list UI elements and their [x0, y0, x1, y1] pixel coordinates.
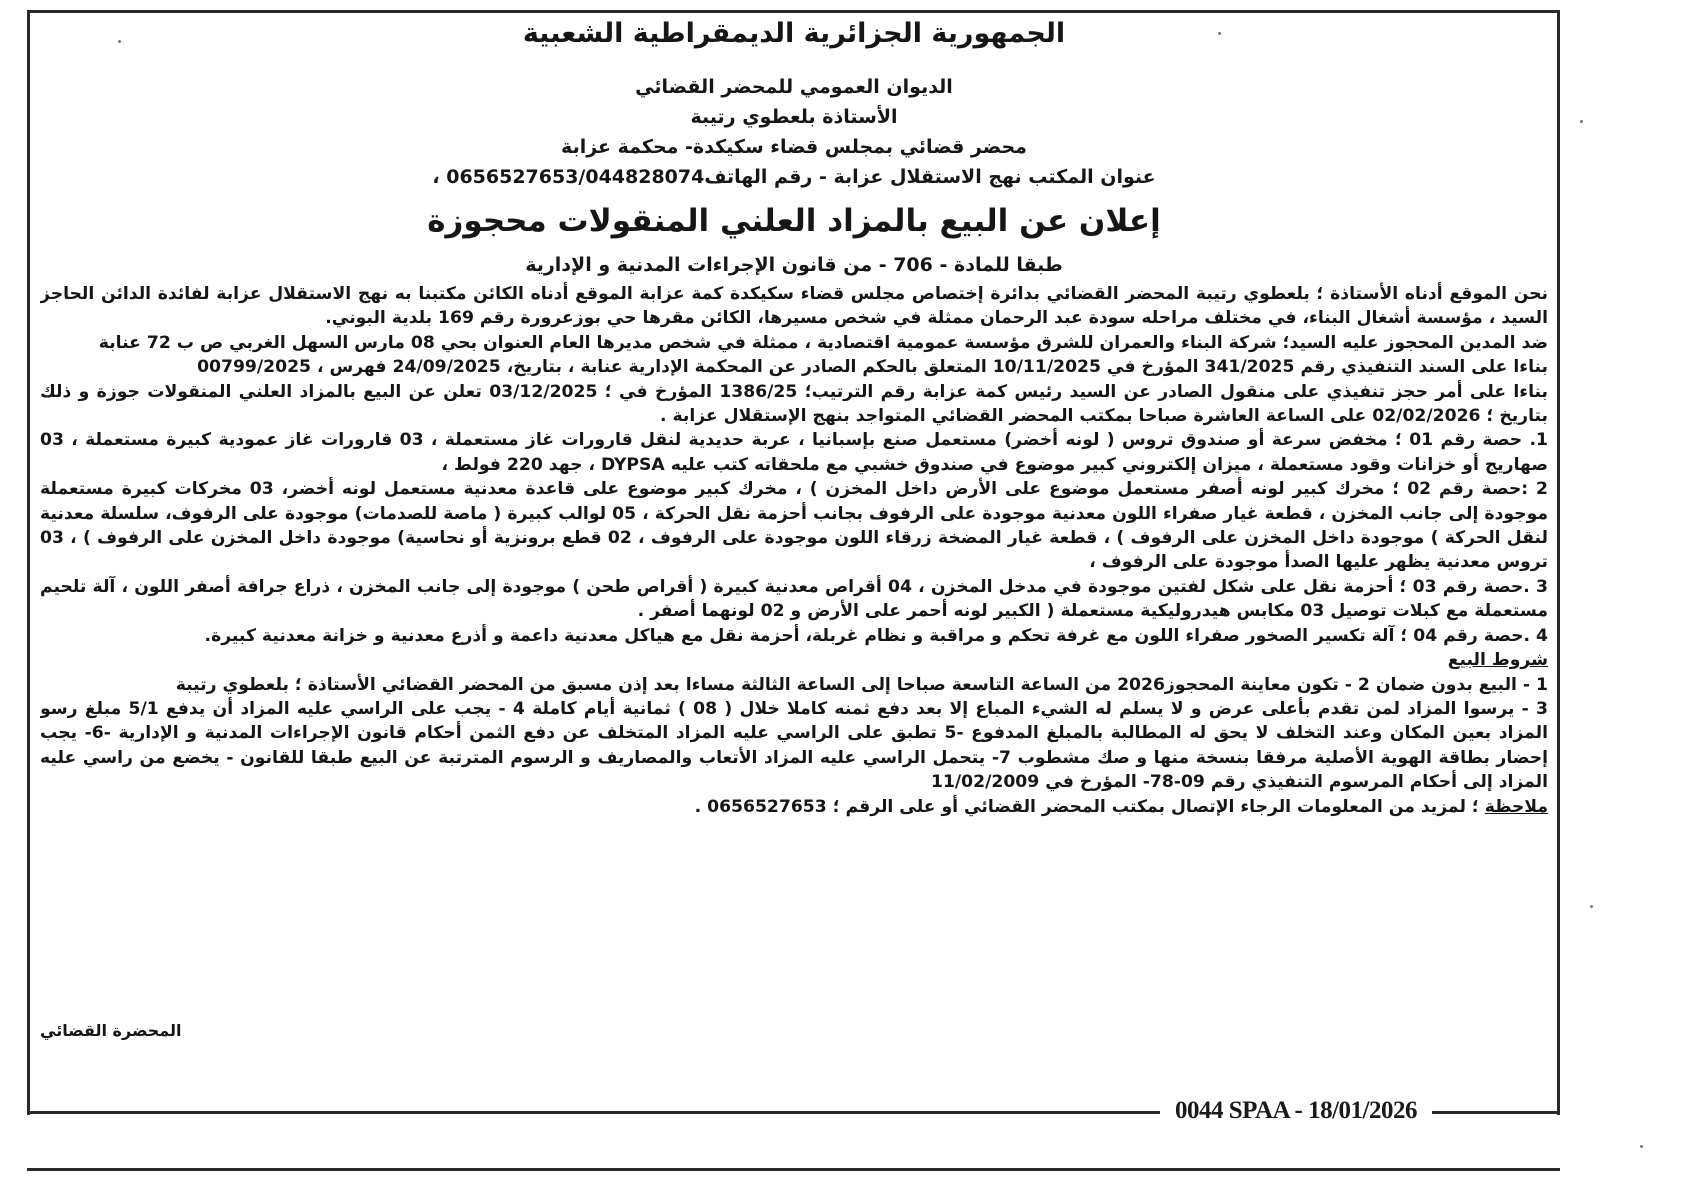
- executive-title-paragraph: بناءا على السند التنفيذي رقم 341/2025 المؤرخ في 10/11/2025 المتعلق بالحكم الصادر عن المحكمة الإدارية عنابة ، بتاريخ، 24/09/2025 فهرس ، 00799/2025: [197, 357, 1548, 378]
- note-paragraph: [40, 795, 1548, 819]
- republic-heading: الجمهورية الجزائرية الديمقراطية الشعبية: [522, 18, 1066, 49]
- sale-condition-line: 3 - يرسوا المزاد لمن تقدم بأعلى عرض و لا يسلم له الشيء المباع إلا بعد دفع ثمنه كاملا خلال ( 08 ) ثمانية أيام كاملة 4 - يجب على الراسي عليه المزاد أن يدفع 5/1 مبلغ رسو المزاد بعين المكان وعند التخلف لا يحق له المطالبة بالمبلغ المدفوع -5 تطبق على الراسي عليه المزاد المتخلف عن دفع الثمن أحكام قانون الإجراءات المدنية و الإدارية -6- يجب إحضار بطاقة الهوية الأصلية مرفقا بنسخة منها و صك مشطوب 7- يتحمل الراسي عليه المزاد الأتعاب والمصاريف و الرسوم المترتبة عن البيع طبقا للقانون - يخضع من راسي عليه المزاد إلى أحكام المرسوم التنفيذي رقم 09-78- المؤرخ في 11/02/2009: [40, 698, 1548, 793]
- creditor-paragraph: نحن الموقع أدناه الأستاذة ؛ بلعطوي رتيبة المحضر القضائي بدائرة إختصاص مجلس قضاء سكيكدة كمة عزابة الموقع أدناه الكائن مكتبنا به نهج الاستقلال عزابة لفائدة الدائن الحاجز السيد ، مؤسسة أشغال البناء، في مختلف مراحله سودة عبد الرحمان ممثلة في شخص مسيرها، الكائن مقرها حي بوزعرورة رقم 169 بلدية البوني.: [40, 284, 1548, 329]
- signature-line: المحضرة القضائي: [40, 1021, 182, 1040]
- jurisdiction-line: محضر قضائي بمجلس قضاء سكيكدة- محكمة عزابة: [561, 136, 1027, 158]
- note-label: ملاحظة: [1484, 796, 1548, 817]
- address-phone-line: عنوان المكتب نهج الاستقلال عزابة - رقم الهاتف0656527653/044828074 ،: [432, 166, 1156, 188]
- article-reference: طبقا للمادة - 706 - من قانون الإجراءات المدنية و الإدارية: [525, 254, 1063, 276]
- lot-item: 4 .حصة رقم 04 ؛ آلة تكسير الصخور صفراء اللون مع غرفة تحكم و مراقبة و نظام غربلة، أحزمة نقل مع هياكل معدنية داعمة و أذرع معدنية و خزانة معدنية كبيرة.: [204, 625, 1548, 646]
- lot-item: 2 :حصة رقم 02 ؛ مخرك كبير لونه أصفر مستعمل موضوع على الأرض داخل المخزن ) ، مخرك كبير موضوع على قاعدة معدنية مستعمل لونه أخضر، 03 مخركات كبيرة مستعملة موجودة إلى جانب المخزن ، قطعة غيار صفراء اللون معدنية موجودة على الرفوف بجانب أحزمة نقل الحركة ، 05 لوالب كبيرة ( ماصة للصدمات) موجودة على الرفوف، سلسلة معدنية لنقل الحركة ) موجودة داخل المخزن على الرفوف ) ، قطعة غيار المضخة زرقاء اللون موجودة على الرفوف ، 02 قطع برونزية أو نحاسية) موجودة داخل المخزن على الرفوف ) ، 03 تروس معدنية يظهر عليها الصدأ موجودة على الرفوف ،: [40, 479, 1548, 573]
- announcement-body: [40, 282, 1548, 819]
- announcement-title: إعلان عن البيع بالمزاد العلني المنقولات محجوزة: [427, 203, 1161, 239]
- next-ad-top-rule: [27, 1168, 1560, 1171]
- lot-item: 3 .حصة رقم 03 ؛ أحزمة نقل على شكل لفتين موجودة في مدخل المخزن ، 04 أقراص معدنية كبيرة ( أقراص طحن ) موجودة إلى جانب المخزن ، ذراع جرافة أصفر اللون ، آلة تلحيم مستعملة مع كبلات توصيل 03 مكابس هيدروليكية مستعملة ( الكبير لونه أحمر على الأرض و 02 لونهما أصفر .: [40, 576, 1548, 622]
- office-heading: الديوان العمومي للمحضر القضائي: [635, 76, 953, 98]
- seizure-order-paragraph: بناءا على أمر حجز تنفيذي على منقول الصادر عن السيد رئيس كمة عزابة رقم الترتيب؛ 1386/25 المؤرخ في ؛ 03/12/2025 تعلن عن البيع بالمزاد العلني المنقولات جوزة و ذلك بتاريخ ؛ 02/02/2026 على الساعة العاشرة صباحا بمكتب المحضر القضائي المتواجد بنهج الإستقلال عزابة .: [40, 381, 1548, 427]
- lot-item: 1. حصة رقم 01 ؛ مخفض سرعة أو صندوق تروس ( لونه أخضر) مستعمل صنع بإسبانيا ، عربة حديدية لنقل قارورات غاز مستعملة ، 03 قارورات غاز عمودية كبيرة مستعملة ، 03 صهاريج أو خزانات وقود مستعملة ، ميزان إلكتروني كبير موضوع في صندوق خشبي مع ملحقاته كتب عليه DYPSA ، جهد 220 فولط ،: [40, 430, 1548, 475]
- bottom-rule: [1432, 1111, 1560, 1114]
- bottom-rule: [27, 1111, 1160, 1114]
- note-text: ؛ لمزيد من المعلومات الرجاء الإتصال بمكتب المحضر القضائي أو على الرقم ؛ 0656527653 .: [694, 796, 1485, 817]
- announcement-content: [40, 12, 1548, 1102]
- ad-reference-code: 0044 SPAA - 18/01/2026: [1174, 1097, 1417, 1124]
- debtor-paragraph: ضد المدين المحجوز عليه السيد؛ شركة البناء والعمران للشرق مؤسسة عمومية اقتصادية ، ممثلة في شخص مديرها العام العنوان بحي 08 مارس السهل الغربي ص ب 72 عنابة: [98, 332, 1548, 353]
- sale-condition-line: 1 - البيع بدون ضمان 2 - تكون معاينة المحجوز2026 من الساعة التاسعة صباحا إلى الساعة الثالثة مساءا بعد إذن مسبق من المحضر القضائي الأستاذة ؛ بلعطوي رتيبة: [175, 674, 1548, 695]
- sale-conditions-heading: شروط البيع: [1447, 650, 1548, 671]
- bailiff-name: الأستاذة بلعطوي رتيبة: [690, 106, 898, 128]
